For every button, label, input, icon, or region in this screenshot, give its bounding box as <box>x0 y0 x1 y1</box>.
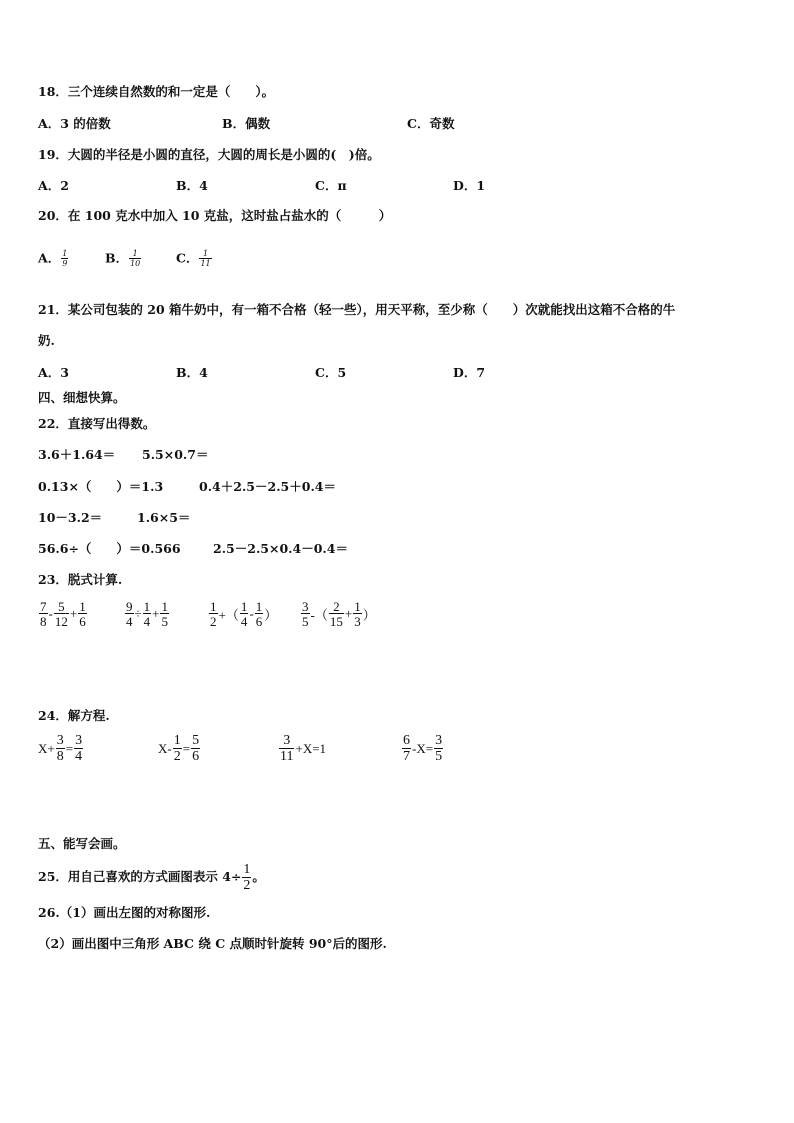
q20-option-c <box>176 250 213 268</box>
q22-item: 3.6＋1.64＝ <box>38 447 116 462</box>
fraction <box>56 734 65 764</box>
q24-equation-3 <box>278 734 326 764</box>
denominator: 11 <box>200 259 211 268</box>
q26-part-1: 26.（1）画出左图的对称图形. <box>38 905 211 920</box>
q19-option-d: D．1 <box>453 178 486 193</box>
q24-stem: 24．解方程. <box>38 708 110 723</box>
bracket: ） <box>362 607 376 623</box>
q18-option-b: B．偶数 <box>222 116 271 131</box>
q20-option-c-fraction <box>199 250 211 268</box>
numerator: 1 <box>62 249 68 258</box>
denominator: 2 <box>243 877 251 893</box>
q23-stem: 23．脱式计算. <box>38 572 123 587</box>
denominator: 11 <box>280 749 294 764</box>
fraction <box>240 600 249 628</box>
q25-text: 25．用自己喜欢的方式画图表示 4÷ <box>38 869 242 884</box>
numerator: 5 <box>58 599 65 614</box>
denominator: 2 <box>173 749 181 764</box>
q26-part-2: （2）画出图中三角形 ABC 绕 C 点顺时针旋转 90°后的图形. <box>38 936 387 951</box>
denominator: 4 <box>75 749 83 764</box>
numerator: 1 <box>210 599 217 614</box>
equals-sign: = <box>65 741 74 756</box>
q20-option-a-label: A． <box>38 250 61 266</box>
q22-item: 5.5×0.7＝ <box>142 447 209 462</box>
q24-equation-4 <box>401 734 444 764</box>
q21-stem-line1: 21．某公司包装的 20 箱牛奶中，有一箱不合格（轻一些），用天平称，至少称（ ）次就能找出这箱不合格的牛 <box>38 302 676 317</box>
operator: - <box>249 606 254 621</box>
section-4-heading: 四、细想快算。 <box>38 390 126 405</box>
fraction <box>209 600 218 628</box>
numerator: 1 <box>79 599 86 614</box>
q24-equation-2 <box>158 734 201 764</box>
q18-stem: 18．三个连续自然数的和一定是（ ）。 <box>38 84 275 99</box>
equals-sign: = <box>182 741 191 756</box>
numerator: 3 <box>435 733 443 748</box>
fraction <box>329 600 344 628</box>
operator: -（ <box>310 607 328 623</box>
denominator: 5 <box>161 614 168 629</box>
denominator: 6 <box>79 614 86 629</box>
operator: ÷ <box>134 606 142 621</box>
numerator: 5 <box>192 733 200 748</box>
section-5-heading: 五、能写会画。 <box>38 836 126 851</box>
denominator: 4 <box>143 614 151 629</box>
q23-expression-4 <box>300 600 376 628</box>
q23-expression-2 <box>124 600 170 628</box>
q23-expression-1 <box>38 600 88 628</box>
bracket: ） <box>264 607 278 623</box>
term: X+ <box>38 741 55 756</box>
fraction <box>78 600 87 628</box>
fraction <box>74 734 83 764</box>
denominator: 10 <box>130 259 141 268</box>
q22-item: 2.5－2.5×0.4－0.4＝ <box>213 541 348 556</box>
numerator: 1 <box>143 599 151 614</box>
q20-option-c-label: C． <box>176 250 199 266</box>
fraction <box>279 734 294 764</box>
fraction <box>39 600 48 628</box>
fraction <box>402 734 411 764</box>
denominator: 6 <box>255 614 263 629</box>
q19-stem: 19．大圆的半径是小圆的直径，大圆的周长是小圆的( )倍。 <box>38 147 380 162</box>
q18-option-a: A．3 的倍数 <box>38 116 111 131</box>
denominator: 12 <box>54 614 68 629</box>
q20-stem: 20．在 100 克水中加入 10 克盐，这时盐占盐水的（ ） <box>38 208 392 223</box>
fraction <box>434 734 443 764</box>
numerator: 7 <box>40 599 47 614</box>
denominator: 4 <box>240 614 248 629</box>
q22-item: 0.13×（ ）＝1.3 <box>38 479 164 494</box>
operator: + <box>69 606 78 621</box>
numerator: 9 <box>126 599 133 614</box>
q18-option-c: C．奇数 <box>407 116 455 131</box>
operator: + <box>152 606 160 621</box>
numerator: 1 <box>161 599 168 614</box>
q19-option-c: C．π <box>315 178 347 193</box>
q21-option-d: D．7 <box>453 365 486 380</box>
numerator: 1 <box>132 249 138 258</box>
numerator: 1 <box>243 861 251 877</box>
q25-end: 。 <box>252 869 265 884</box>
q22-item: 1.6×5＝ <box>137 510 191 525</box>
numerator: 3 <box>302 599 309 614</box>
q21-option-b: B．4 <box>176 365 208 380</box>
fraction <box>54 600 69 628</box>
fraction <box>191 734 200 764</box>
numerator: 3 <box>75 733 83 748</box>
numerator: 1 <box>255 599 263 614</box>
q20-option-a <box>38 250 69 268</box>
denominator: 2 <box>210 614 217 629</box>
numerator: 3 <box>56 733 64 748</box>
q20-option-b-fraction <box>129 250 141 268</box>
fraction <box>160 600 169 628</box>
numerator: 1 <box>203 249 209 258</box>
operator: + <box>344 606 353 621</box>
q20-option-a-fraction <box>61 250 68 268</box>
denominator: 5 <box>435 749 443 764</box>
q19-option-a: A．2 <box>38 178 69 193</box>
fraction <box>125 600 134 628</box>
q22-stem: 22．直接写出得数。 <box>38 416 156 431</box>
numerator: 2 <box>333 599 340 614</box>
q23-expression-3 <box>208 600 277 628</box>
q22-item: 56.6÷（ ）＝0.566 <box>38 541 181 556</box>
denominator: 8 <box>40 614 47 629</box>
q24-equation-1 <box>38 734 84 764</box>
fraction <box>173 734 182 764</box>
fraction <box>143 600 152 628</box>
denominator: 15 <box>329 614 343 629</box>
term: X- <box>158 741 172 756</box>
denominator: 9 <box>62 259 68 268</box>
q22-item: 0.4＋2.5－2.5＋0.4＝ <box>199 479 336 494</box>
q21-stem-line2: 奶. <box>38 333 55 348</box>
numerator: 1 <box>354 599 361 614</box>
denominator: 5 <box>302 614 309 629</box>
operator: +（ <box>218 607 239 623</box>
numerator: 3 <box>283 733 291 748</box>
numerator: 1 <box>173 733 181 748</box>
term: -X= <box>412 741 434 756</box>
numerator: 1 <box>240 599 248 614</box>
denominator: 3 <box>354 614 361 629</box>
q21-option-a: A．3 <box>38 365 69 380</box>
denominator: 7 <box>403 749 410 764</box>
q21-option-c: C．5 <box>315 365 347 380</box>
numerator: 6 <box>403 733 410 748</box>
denominator: 8 <box>56 749 64 764</box>
q22-item: 10－3.2＝ <box>38 510 103 525</box>
q20-option-b <box>105 250 142 268</box>
q19-option-b: B．4 <box>176 178 208 193</box>
fraction <box>301 600 310 628</box>
term: +X=1 <box>295 741 327 756</box>
operator: - <box>48 606 53 621</box>
q25-stem <box>38 860 265 894</box>
fraction <box>255 600 264 628</box>
fraction <box>353 600 362 628</box>
q20-option-b-label: B． <box>105 250 129 266</box>
denominator: 4 <box>126 614 133 629</box>
denominator: 6 <box>192 749 200 764</box>
fraction <box>242 863 251 893</box>
